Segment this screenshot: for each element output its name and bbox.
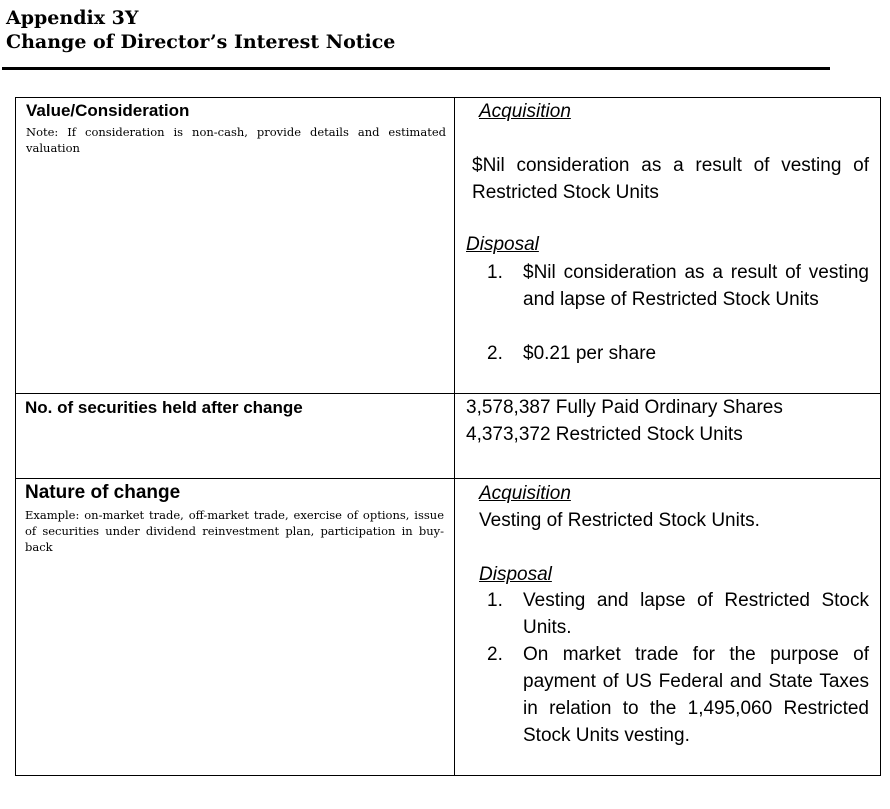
securities-held-line: 3,578,387 Fully Paid Ordinary Shares — [466, 397, 783, 418]
appendix-title: Appendix 3Y — [6, 7, 139, 29]
header-rule — [2, 67, 830, 70]
document-header — [6, 6, 395, 54]
column-divider — [454, 98, 455, 775]
disposal-list-item — [487, 259, 889, 340]
row-divider — [16, 478, 880, 479]
disposal-list-item — [487, 587, 889, 641]
securities-held-line: 4,373,372 Restricted Stock Units — [466, 424, 743, 445]
acquisition-heading: Acquisition — [479, 101, 571, 122]
nature-of-change-label: Nature of change — [25, 482, 181, 503]
list-number: 1. — [487, 590, 503, 611]
acquisition-heading: Acquisition — [479, 483, 571, 504]
disposal-heading: Disposal — [479, 564, 552, 585]
securities-held-label: No. of securities held after change — [25, 398, 303, 417]
value-consideration-label: Value/Consideration — [26, 101, 190, 120]
list-number: 1. — [487, 262, 503, 283]
notice-title: Change of Director’s Interest Notice — [6, 31, 396, 53]
list-text: $Nil consideration as a result of vesting and lapse of Restricted Stock Units — [523, 262, 869, 310]
acquisition-text: $Nil consideration as a result of vesting of Restricted Stock Units — [472, 155, 869, 203]
list-text: $0.21 per share — [523, 343, 657, 364]
acquisition-text: Vesting of Restricted Stock Units. — [479, 510, 760, 531]
nature-of-change-note: Example: on-market trade, off-market trade, exercise of options, issue of securities under dividend reinvestment plan, participation in buy-back — [25, 508, 444, 554]
disposal-heading: Disposal — [466, 234, 539, 255]
value-consideration-note: Note: If consideration is non-cash, provide details and estimated valuation — [26, 125, 446, 155]
list-number: 2. — [487, 644, 503, 665]
list-text: Vesting and lapse of Restricted Stock Units. — [523, 590, 869, 638]
list-text: On market trade for the purpose of payment of US Federal and State Taxes in relation to the 1,495,060 Restricted Stock Units vesting. — [523, 644, 869, 746]
list-number: 2. — [487, 343, 503, 364]
